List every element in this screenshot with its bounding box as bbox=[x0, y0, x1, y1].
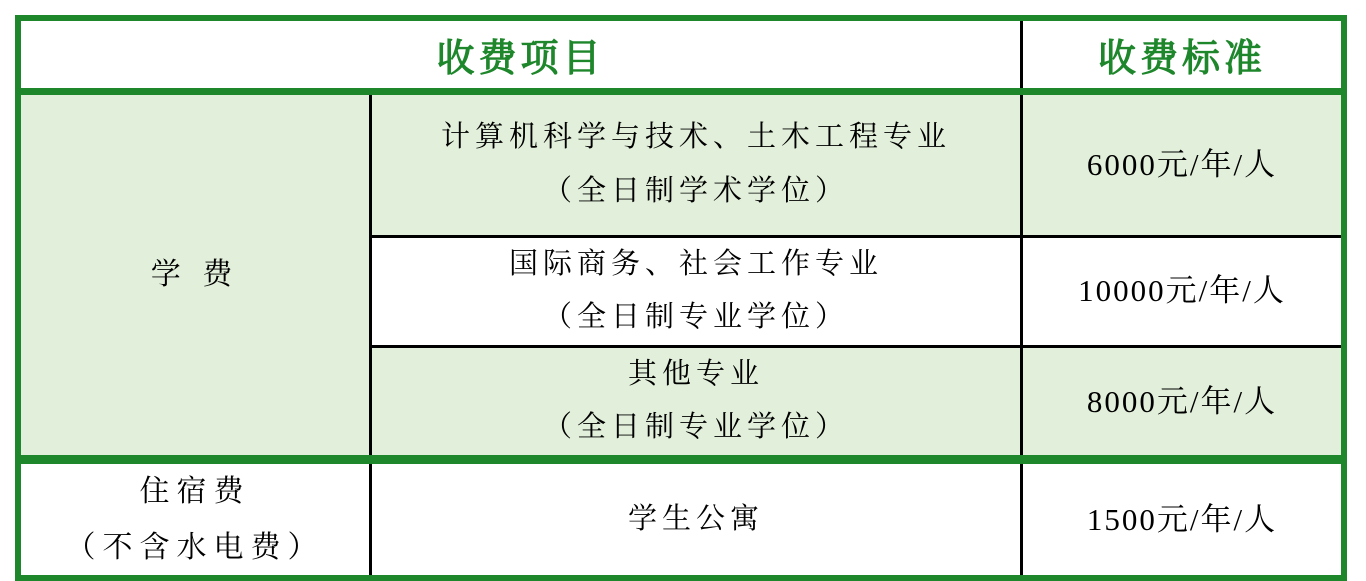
major-name: 国际商务、社会工作专业 bbox=[509, 247, 884, 280]
degree-type: （全日制专业学位） bbox=[543, 411, 850, 444]
page bbox=[0, 15, 1366, 581]
major-cell-cs-civil bbox=[371, 91, 1022, 236]
degree-type: （全日制专业学位） bbox=[543, 301, 850, 334]
price-cell-accommodation: 1500元/年/人 bbox=[1022, 460, 1345, 579]
tuition-label: 学 费 bbox=[150, 258, 240, 292]
tuition-row-academic bbox=[18, 91, 1344, 236]
accommodation-row bbox=[18, 460, 1344, 579]
accommodation-label-cell bbox=[18, 460, 371, 579]
fee-table bbox=[15, 15, 1347, 581]
header-row bbox=[18, 18, 1344, 91]
tuition-label-cell bbox=[18, 91, 371, 460]
header-fee-item: 收费项目 bbox=[18, 18, 1022, 91]
price-cell-academic: 6000元/年/人 bbox=[1022, 91, 1345, 236]
major-name: 计算机科学与技术、土木工程专业 bbox=[441, 120, 952, 153]
accommodation-note: （不含水电费） bbox=[65, 530, 325, 564]
major-cell-business-social bbox=[371, 236, 1022, 346]
major-cell-other bbox=[371, 346, 1022, 459]
accommodation-label: 住宿费 bbox=[139, 475, 251, 509]
price-cell-other: 8000元/年/人 bbox=[1022, 346, 1345, 459]
accommodation-item-cell: 学生公寓 bbox=[371, 460, 1022, 579]
degree-type: （全日制学术学位） bbox=[543, 174, 850, 207]
header-fee-standard: 收费标准 bbox=[1022, 18, 1345, 91]
price-cell-professional: 10000元/年/人 bbox=[1022, 236, 1345, 346]
major-name: 其他专业 bbox=[628, 357, 765, 390]
